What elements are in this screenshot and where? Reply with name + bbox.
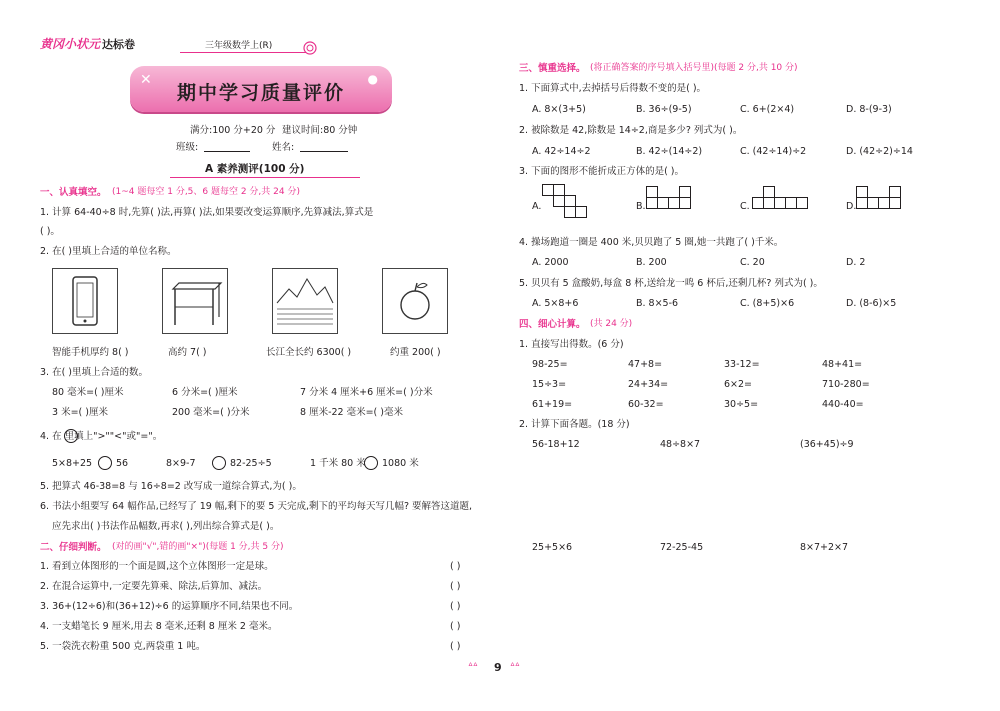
class-label: 班级: xyxy=(176,142,199,153)
phone-label: 智能手机厚约 8( ) xyxy=(52,347,129,358)
apple-label: 约重 200( ) xyxy=(390,347,441,358)
q3-item: 6 分米=( )厘米 xyxy=(172,387,238,398)
oral-calc-item: 60-32= xyxy=(628,399,664,410)
q4-left-expr: 1 千米 80 米 xyxy=(310,458,366,469)
footer-ornament-left-icon: ᐞᐞ xyxy=(468,662,478,672)
brand-name: 达标卷 xyxy=(102,38,135,51)
q3-item: 200 毫米=( )分米 xyxy=(172,407,250,418)
name-field[interactable] xyxy=(300,151,348,152)
banner-decoration-dot-icon: ● xyxy=(367,72,378,86)
judge-paren[interactable]: ( ) xyxy=(450,581,461,592)
apple-image xyxy=(382,268,448,334)
choice-option[interactable]: C. xyxy=(740,201,750,212)
swirl-icon xyxy=(300,40,320,56)
oral-calc-item: 48+41= xyxy=(822,359,863,370)
judge-paren[interactable]: ( ) xyxy=(450,561,461,572)
written-calc-item: 56-18+12 xyxy=(532,439,580,450)
question-4: 4. 在 里填上">""<"或"="。 xyxy=(40,431,163,442)
choice-option[interactable]: D. xyxy=(846,201,857,212)
section-3-note: (将正确答案的序号填入括号里)(每题 2 分,共 10 分) xyxy=(590,63,798,73)
phone-image xyxy=(52,268,118,334)
choice-option[interactable]: A. 8×(3+5) xyxy=(532,104,586,115)
judge-item-3: 3. 36+(12÷6)和(36+12)÷6 的运算顺序不同,结果也不同。 xyxy=(40,601,299,612)
choice-option[interactable]: D. (8-6)×5 xyxy=(846,298,897,309)
choice-option[interactable]: B. 200 xyxy=(636,257,667,268)
oral-calc-item: 30÷5= xyxy=(724,399,759,410)
banner-decoration-x-icon: ✕ xyxy=(140,72,152,88)
q3-item: 80 毫米=( )厘米 xyxy=(52,387,124,398)
choice-question-4: 4. 操场跑道一圈是 400 米,贝贝跑了 5 圈,她一共跑了( )千米。 xyxy=(519,237,784,248)
compare-circle-2[interactable] xyxy=(212,456,226,470)
table-icon xyxy=(163,269,227,333)
question-1-line2: ( )。 xyxy=(40,226,60,237)
choice-option[interactable]: C. (42÷14)÷2 xyxy=(740,146,807,157)
choice-option[interactable]: C. 6+(2×4) xyxy=(740,104,795,115)
question-1-line1: 1. 计算 64-40÷8 时,先算( )法,再算( )法,如果要改变运算顺序,先算减法,算式是 xyxy=(40,207,374,218)
phone-icon xyxy=(53,269,117,333)
judge-paren[interactable]: ( ) xyxy=(450,601,461,612)
choice-option[interactable]: D. 8-(9-3) xyxy=(846,104,892,115)
q4-left-expr: 8×9-7 xyxy=(166,458,196,469)
grade-label: 三年级数学上(R) xyxy=(205,41,273,51)
section-1-note: (1~4 题每空 1 分,5、6 题每空 2 分,共 24 分) xyxy=(112,187,300,197)
yangtze-river-image xyxy=(272,268,338,334)
judge-item-1: 1. 看到立体图形的一个面是圆,这个立体图形一定是球。 xyxy=(40,561,274,572)
written-calc-item: 25+5×6 xyxy=(532,542,573,553)
table-label: 高约 7( ) xyxy=(168,347,207,358)
choice-option[interactable]: B. 36÷(9-5) xyxy=(636,104,692,115)
title-banner xyxy=(130,66,392,112)
question-5: 5. 把算式 46-38=8 与 16÷8=2 改写成一道综合算式,为( )。 xyxy=(40,481,302,492)
written-calc-item: 72-25-45 xyxy=(660,542,704,553)
choice-option[interactable]: D. 2 xyxy=(846,257,866,268)
section-1-title: 一、认真填空。 xyxy=(40,187,107,198)
logo: 黄冈小状元 xyxy=(40,37,101,51)
oral-calc-item: 98-25= xyxy=(532,359,568,370)
table-image xyxy=(162,268,228,334)
section-4-note: (共 24 分) xyxy=(590,319,633,329)
question-2: 2. 在( )里填上合适的单位名称。 xyxy=(40,246,177,257)
question-3: 3. 在( )里填上合适的数。 xyxy=(40,367,149,378)
oral-calc-item: 15÷3= xyxy=(532,379,567,390)
compare-circle-1[interactable] xyxy=(98,456,112,470)
q4-right-expr: 1080 米 xyxy=(382,458,419,469)
choice-option[interactable]: C. 20 xyxy=(740,257,765,268)
compare-circle-3[interactable] xyxy=(364,456,378,470)
question-6-line1: 6. 书法小组要写 64 幅作品,已经写了 19 幅,剩下的要 5 天完成,剩下的平均每天写几幅? 要解答这道题, xyxy=(40,501,473,512)
oral-calc-item: 24+34= xyxy=(628,379,669,390)
oral-calc-item: 33-12= xyxy=(724,359,760,370)
oral-calc-item: 710-280= xyxy=(822,379,870,390)
oral-calc-item: 47+8= xyxy=(628,359,663,370)
q4-right-expr: 82-25÷5 xyxy=(230,458,272,469)
apple-icon xyxy=(383,269,447,333)
calc-question-2: 2. 计算下面各题。(18 分) xyxy=(519,419,630,430)
section-4-title: 四、细心计算。 xyxy=(519,319,586,330)
page-footer xyxy=(460,662,540,676)
part-a-heading: A 素养测评(100 分) xyxy=(205,163,305,175)
choice-option[interactable]: C. (8+5)×6 xyxy=(740,298,795,309)
q3-item: 7 分米 4 厘米+6 厘米=( )分米 xyxy=(300,387,433,398)
q4-right-expr: 56 xyxy=(116,458,129,469)
section-3-title: 三、慎重选择。 xyxy=(519,63,586,74)
written-calc-item: 48÷8×7 xyxy=(660,439,701,450)
judge-paren[interactable]: ( ) xyxy=(450,641,461,652)
river-label: 长江全长约 6300( ) xyxy=(266,347,352,358)
footer-ornament-right-icon: ᐞᐞ xyxy=(510,662,520,672)
choice-option[interactable]: B. 42÷(14÷2) xyxy=(636,146,703,157)
oral-calc-item: 440-40= xyxy=(822,399,864,410)
choice-option[interactable]: A. xyxy=(532,201,542,212)
choice-option[interactable]: A. 2000 xyxy=(532,257,569,268)
q4-left-expr: 5×8+25 xyxy=(52,458,93,469)
choice-question-5: 5. 贝贝有 5 盒酸奶,每盒 8 杯,送给龙一鸣 6 杯后,还剩几杯? 列式为( )。 xyxy=(519,278,823,289)
judge-paren[interactable]: ( ) xyxy=(450,621,461,632)
q3-item: 3 米=( )厘米 xyxy=(52,407,108,418)
choice-option[interactable]: A. 42÷14÷2 xyxy=(532,146,591,157)
q3-item: 8 厘米-22 毫米=( )毫米 xyxy=(300,407,403,418)
name-label: 姓名: xyxy=(272,142,295,153)
judge-item-5: 5. 一袋洗衣粉重 500 克,两袋重 1 吨。 xyxy=(40,641,206,652)
choice-option[interactable]: B. 8×5-6 xyxy=(636,298,679,309)
choice-option[interactable]: A. 5×8+6 xyxy=(532,298,579,309)
question-6-line2: 应先求出( )书法作品幅数,再求( ),列出综合算式是( )。 xyxy=(52,521,280,532)
page-number: 9 xyxy=(494,661,502,674)
choice-question-1: 1. 下面算式中,去掉括号后得数不变的是( )。 xyxy=(519,83,707,94)
oral-calc-item: 61+19= xyxy=(532,399,573,410)
page-title: 期中学习质量评价 xyxy=(176,82,345,104)
judge-item-4: 4. 一支蜡笔长 9 厘米,用去 8 毫米,还剩 8 厘米 2 毫米。 xyxy=(40,621,278,632)
written-calc-item: (36+45)÷9 xyxy=(800,439,854,450)
judge-item-2: 2. 在混合运算中,一定要先算乘、除法,后算加、减法。 xyxy=(40,581,268,592)
score-info: 满分:100 分+20 分 xyxy=(190,125,276,136)
part-a-underline xyxy=(170,177,360,178)
choice-question-2: 2. 被除数是 42,除数是 14÷2,商是多少? 列式为( )。 xyxy=(519,125,743,136)
time-info: 建议时间:80 分钟 xyxy=(282,125,358,136)
choice-option[interactable]: D. (42÷2)÷14 xyxy=(846,146,913,157)
choice-option[interactable]: B. xyxy=(636,201,646,212)
section-2-title: 二、仔细判断。 xyxy=(40,542,107,553)
q4-heading-circle xyxy=(64,429,78,443)
q4-row xyxy=(52,455,452,471)
mountain-river-icon xyxy=(273,269,337,333)
choice-question-3: 3. 下面的图形不能折成正方体的是( )。 xyxy=(519,166,685,177)
section-2-note: (对的画"√",错的画"×")(每题 1 分,共 5 分) xyxy=(112,542,284,552)
calc-question-1: 1. 直接写出得数。(6 分) xyxy=(519,339,624,350)
oral-calc-item: 6×2= xyxy=(724,379,753,390)
written-calc-item: 8×7+2×7 xyxy=(800,542,849,553)
class-field[interactable] xyxy=(204,151,250,152)
